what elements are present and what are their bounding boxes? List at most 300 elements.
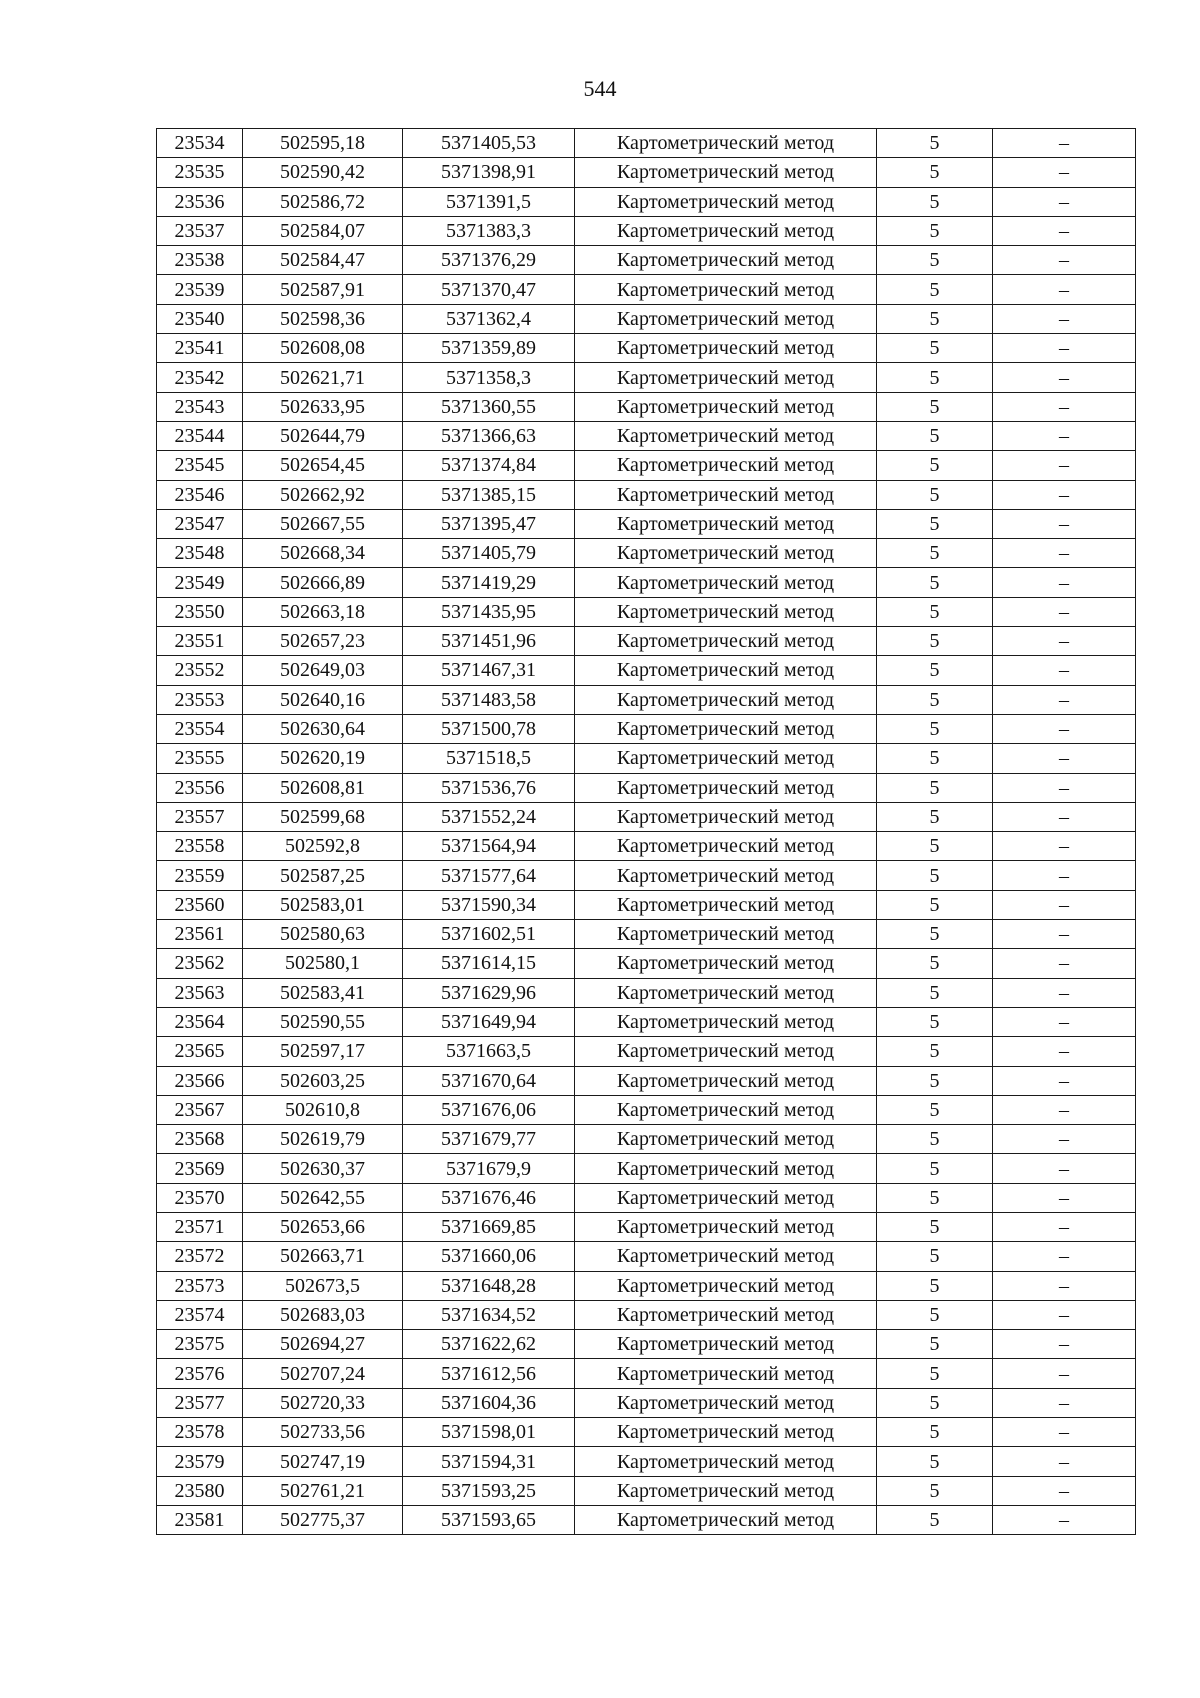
cell-y-coordinate: 5371594,31 xyxy=(403,1447,575,1476)
table-row xyxy=(157,480,1136,509)
table-row xyxy=(157,1212,1136,1241)
table-row xyxy=(157,1183,1136,1212)
table-row xyxy=(157,714,1136,743)
cell-accuracy: 5 xyxy=(877,1125,993,1154)
cell-x-coordinate: 502619,79 xyxy=(243,1125,403,1154)
cell-note: – xyxy=(993,334,1136,363)
cell-x-coordinate: 502621,71 xyxy=(243,363,403,392)
cell-x-coordinate: 502590,55 xyxy=(243,1007,403,1036)
cell-y-coordinate: 5371648,28 xyxy=(403,1271,575,1300)
cell-accuracy: 5 xyxy=(877,802,993,831)
table-row xyxy=(157,363,1136,392)
cell-note: – xyxy=(993,597,1136,626)
table-row xyxy=(157,1505,1136,1534)
cell-y-coordinate: 5371629,96 xyxy=(403,978,575,1007)
cell-note: – xyxy=(993,890,1136,919)
cell-method: Картометрический метод xyxy=(575,1447,877,1476)
cell-note: – xyxy=(993,744,1136,773)
cell-y-coordinate: 5371634,52 xyxy=(403,1300,575,1329)
cell-point-number: 23538 xyxy=(157,246,243,275)
cell-accuracy: 5 xyxy=(877,1505,993,1534)
cell-x-coordinate: 502630,37 xyxy=(243,1154,403,1183)
cell-accuracy: 5 xyxy=(877,1154,993,1183)
cell-y-coordinate: 5371590,34 xyxy=(403,890,575,919)
cell-x-coordinate: 502694,27 xyxy=(243,1330,403,1359)
cell-point-number: 23562 xyxy=(157,949,243,978)
cell-note: – xyxy=(993,392,1136,421)
cell-y-coordinate: 5371405,79 xyxy=(403,539,575,568)
cell-x-coordinate: 502597,17 xyxy=(243,1037,403,1066)
cell-point-number: 23556 xyxy=(157,773,243,802)
cell-accuracy: 5 xyxy=(877,246,993,275)
cell-method: Картометрический метод xyxy=(575,627,877,656)
cell-point-number: 23537 xyxy=(157,216,243,245)
cell-point-number: 23575 xyxy=(157,1330,243,1359)
cell-x-coordinate: 502595,18 xyxy=(243,129,403,158)
cell-note: – xyxy=(993,1271,1136,1300)
cell-point-number: 23570 xyxy=(157,1183,243,1212)
table-row xyxy=(157,334,1136,363)
cell-method: Картометрический метод xyxy=(575,1154,877,1183)
cell-point-number: 23569 xyxy=(157,1154,243,1183)
cell-note: – xyxy=(993,187,1136,216)
cell-note: – xyxy=(993,1300,1136,1329)
cell-y-coordinate: 5371670,64 xyxy=(403,1066,575,1095)
cell-point-number: 23540 xyxy=(157,304,243,333)
cell-accuracy: 5 xyxy=(877,158,993,187)
cell-method: Картометрический метод xyxy=(575,1183,877,1212)
cell-point-number: 23551 xyxy=(157,627,243,656)
table-row xyxy=(157,656,1136,685)
cell-note: – xyxy=(993,480,1136,509)
cell-method: Картометрический метод xyxy=(575,1359,877,1388)
cell-point-number: 23558 xyxy=(157,832,243,861)
cell-point-number: 23576 xyxy=(157,1359,243,1388)
table-row xyxy=(157,1300,1136,1329)
cell-note: – xyxy=(993,1037,1136,1066)
cell-method: Картометрический метод xyxy=(575,568,877,597)
cell-method: Картометрический метод xyxy=(575,1095,877,1124)
cell-method: Картометрический метод xyxy=(575,275,877,304)
cell-y-coordinate: 5371362,4 xyxy=(403,304,575,333)
cell-y-coordinate: 5371360,55 xyxy=(403,392,575,421)
table-row xyxy=(157,158,1136,187)
cell-y-coordinate: 5371593,25 xyxy=(403,1476,575,1505)
cell-accuracy: 5 xyxy=(877,392,993,421)
cell-accuracy: 5 xyxy=(877,480,993,509)
cell-note: – xyxy=(993,1418,1136,1447)
cell-point-number: 23535 xyxy=(157,158,243,187)
cell-method: Картометрический метод xyxy=(575,597,877,626)
table-row xyxy=(157,890,1136,919)
cell-x-coordinate: 502590,42 xyxy=(243,158,403,187)
cell-y-coordinate: 5371669,85 xyxy=(403,1212,575,1241)
cell-method: Картометрический метод xyxy=(575,861,877,890)
cell-point-number: 23555 xyxy=(157,744,243,773)
cell-note: – xyxy=(993,1125,1136,1154)
cell-point-number: 23581 xyxy=(157,1505,243,1534)
cell-method: Картометрический метод xyxy=(575,1271,877,1300)
cell-accuracy: 5 xyxy=(877,1271,993,1300)
cell-note: – xyxy=(993,1066,1136,1095)
table-row xyxy=(157,187,1136,216)
cell-y-coordinate: 5371663,5 xyxy=(403,1037,575,1066)
cell-y-coordinate: 5371679,9 xyxy=(403,1154,575,1183)
cell-note: – xyxy=(993,714,1136,743)
cell-y-coordinate: 5371467,31 xyxy=(403,656,575,685)
cell-x-coordinate: 502657,23 xyxy=(243,627,403,656)
cell-accuracy: 5 xyxy=(877,920,993,949)
cell-method: Картометрический метод xyxy=(575,421,877,450)
cell-note: – xyxy=(993,509,1136,538)
cell-accuracy: 5 xyxy=(877,832,993,861)
cell-method: Картометрический метод xyxy=(575,129,877,158)
cell-accuracy: 5 xyxy=(877,363,993,392)
cell-x-coordinate: 502649,03 xyxy=(243,656,403,685)
cell-x-coordinate: 502663,71 xyxy=(243,1242,403,1271)
cell-accuracy: 5 xyxy=(877,656,993,685)
cell-y-coordinate: 5371483,58 xyxy=(403,685,575,714)
cell-method: Картометрический метод xyxy=(575,451,877,480)
cell-point-number: 23550 xyxy=(157,597,243,626)
cell-accuracy: 5 xyxy=(877,187,993,216)
cell-note: – xyxy=(993,304,1136,333)
cell-x-coordinate: 502603,25 xyxy=(243,1066,403,1095)
table-row xyxy=(157,1359,1136,1388)
cell-accuracy: 5 xyxy=(877,1007,993,1036)
cell-method: Картометрический метод xyxy=(575,656,877,685)
cell-method: Картометрический метод xyxy=(575,1212,877,1241)
cell-y-coordinate: 5371358,3 xyxy=(403,363,575,392)
cell-y-coordinate: 5371435,95 xyxy=(403,597,575,626)
cell-accuracy: 5 xyxy=(877,129,993,158)
cell-y-coordinate: 5371398,91 xyxy=(403,158,575,187)
table-row xyxy=(157,1447,1136,1476)
cell-accuracy: 5 xyxy=(877,1359,993,1388)
cell-y-coordinate: 5371564,94 xyxy=(403,832,575,861)
table-row xyxy=(157,978,1136,1007)
cell-y-coordinate: 5371391,5 xyxy=(403,187,575,216)
cell-y-coordinate: 5371383,3 xyxy=(403,216,575,245)
cell-point-number: 23543 xyxy=(157,392,243,421)
cell-y-coordinate: 5371376,29 xyxy=(403,246,575,275)
cell-accuracy: 5 xyxy=(877,861,993,890)
table-row xyxy=(157,129,1136,158)
cell-method: Картометрический метод xyxy=(575,744,877,773)
cell-point-number: 23571 xyxy=(157,1212,243,1241)
cell-method: Картометрический метод xyxy=(575,392,877,421)
cell-method: Картометрический метод xyxy=(575,480,877,509)
cell-accuracy: 5 xyxy=(877,685,993,714)
cell-accuracy: 5 xyxy=(877,539,993,568)
table-row xyxy=(157,246,1136,275)
table-row xyxy=(157,685,1136,714)
table-row xyxy=(157,451,1136,480)
table-row xyxy=(157,920,1136,949)
cell-x-coordinate: 502580,1 xyxy=(243,949,403,978)
cell-point-number: 23541 xyxy=(157,334,243,363)
cell-method: Картометрический метод xyxy=(575,949,877,978)
table-row xyxy=(157,1066,1136,1095)
cell-method: Картометрический метод xyxy=(575,509,877,538)
cell-x-coordinate: 502663,18 xyxy=(243,597,403,626)
table-row xyxy=(157,773,1136,802)
cell-x-coordinate: 502608,81 xyxy=(243,773,403,802)
table-row xyxy=(157,1007,1136,1036)
cell-x-coordinate: 502598,36 xyxy=(243,304,403,333)
cell-note: – xyxy=(993,949,1136,978)
cell-accuracy: 5 xyxy=(877,1095,993,1124)
coordinates-table-body xyxy=(157,129,1136,1535)
cell-x-coordinate: 502733,56 xyxy=(243,1418,403,1447)
cell-accuracy: 5 xyxy=(877,216,993,245)
cell-accuracy: 5 xyxy=(877,597,993,626)
cell-point-number: 23574 xyxy=(157,1300,243,1329)
cell-point-number: 23547 xyxy=(157,509,243,538)
cell-y-coordinate: 5371612,56 xyxy=(403,1359,575,1388)
table-row xyxy=(157,1271,1136,1300)
table-row xyxy=(157,1154,1136,1183)
cell-x-coordinate: 502592,8 xyxy=(243,832,403,861)
cell-y-coordinate: 5371622,62 xyxy=(403,1330,575,1359)
table-row xyxy=(157,802,1136,831)
cell-point-number: 23542 xyxy=(157,363,243,392)
cell-method: Картометрический метод xyxy=(575,685,877,714)
cell-method: Картометрический метод xyxy=(575,1330,877,1359)
cell-note: – xyxy=(993,158,1136,187)
cell-note: – xyxy=(993,1330,1136,1359)
table-row xyxy=(157,832,1136,861)
cell-y-coordinate: 5371552,24 xyxy=(403,802,575,831)
cell-accuracy: 5 xyxy=(877,714,993,743)
cell-y-coordinate: 5371536,76 xyxy=(403,773,575,802)
cell-y-coordinate: 5371405,53 xyxy=(403,129,575,158)
cell-x-coordinate: 502653,66 xyxy=(243,1212,403,1241)
cell-note: – xyxy=(993,1154,1136,1183)
cell-point-number: 23559 xyxy=(157,861,243,890)
cell-point-number: 23549 xyxy=(157,568,243,597)
cell-note: – xyxy=(993,1212,1136,1241)
cell-note: – xyxy=(993,246,1136,275)
cell-accuracy: 5 xyxy=(877,627,993,656)
cell-y-coordinate: 5371676,46 xyxy=(403,1183,575,1212)
cell-x-coordinate: 502707,24 xyxy=(243,1359,403,1388)
cell-x-coordinate: 502620,19 xyxy=(243,744,403,773)
cell-x-coordinate: 502633,95 xyxy=(243,392,403,421)
cell-y-coordinate: 5371598,01 xyxy=(403,1418,575,1447)
cell-note: – xyxy=(993,363,1136,392)
cell-point-number: 23545 xyxy=(157,451,243,480)
table-row xyxy=(157,597,1136,626)
cell-x-coordinate: 502587,91 xyxy=(243,275,403,304)
cell-method: Картометрический метод xyxy=(575,890,877,919)
cell-y-coordinate: 5371649,94 xyxy=(403,1007,575,1036)
cell-point-number: 23557 xyxy=(157,802,243,831)
cell-accuracy: 5 xyxy=(877,1476,993,1505)
cell-y-coordinate: 5371366,63 xyxy=(403,421,575,450)
table-row xyxy=(157,392,1136,421)
cell-method: Картометрический метод xyxy=(575,920,877,949)
cell-x-coordinate: 502667,55 xyxy=(243,509,403,538)
cell-method: Картометрический метод xyxy=(575,714,877,743)
table-row xyxy=(157,216,1136,245)
cell-note: – xyxy=(993,1476,1136,1505)
cell-x-coordinate: 502683,03 xyxy=(243,1300,403,1329)
cell-y-coordinate: 5371359,89 xyxy=(403,334,575,363)
table-row xyxy=(157,275,1136,304)
cell-method: Картометрический метод xyxy=(575,1037,877,1066)
cell-y-coordinate: 5371419,29 xyxy=(403,568,575,597)
cell-x-coordinate: 502584,07 xyxy=(243,216,403,245)
cell-accuracy: 5 xyxy=(877,568,993,597)
cell-point-number: 23573 xyxy=(157,1271,243,1300)
cell-method: Картометрический метод xyxy=(575,187,877,216)
cell-method: Картометрический метод xyxy=(575,363,877,392)
table-row xyxy=(157,1095,1136,1124)
cell-x-coordinate: 502610,8 xyxy=(243,1095,403,1124)
cell-method: Картометрический метод xyxy=(575,832,877,861)
table-row xyxy=(157,421,1136,450)
table-row xyxy=(157,861,1136,890)
table-row xyxy=(157,304,1136,333)
cell-accuracy: 5 xyxy=(877,773,993,802)
cell-y-coordinate: 5371602,51 xyxy=(403,920,575,949)
cell-x-coordinate: 502642,55 xyxy=(243,1183,403,1212)
cell-method: Картометрический метод xyxy=(575,802,877,831)
cell-x-coordinate: 502654,45 xyxy=(243,451,403,480)
cell-note: – xyxy=(993,568,1136,597)
cell-note: – xyxy=(993,920,1136,949)
cell-note: – xyxy=(993,861,1136,890)
cell-method: Картометрический метод xyxy=(575,1007,877,1036)
cell-point-number: 23548 xyxy=(157,539,243,568)
cell-x-coordinate: 502662,92 xyxy=(243,480,403,509)
cell-method: Картометрический метод xyxy=(575,773,877,802)
cell-note: – xyxy=(993,129,1136,158)
cell-point-number: 23544 xyxy=(157,421,243,450)
cell-note: – xyxy=(993,832,1136,861)
cell-note: – xyxy=(993,451,1136,480)
table-row xyxy=(157,1125,1136,1154)
cell-method: Картометрический метод xyxy=(575,158,877,187)
cell-accuracy: 5 xyxy=(877,1183,993,1212)
cell-accuracy: 5 xyxy=(877,334,993,363)
table-row xyxy=(157,744,1136,773)
cell-y-coordinate: 5371604,36 xyxy=(403,1388,575,1417)
cell-method: Картометрический метод xyxy=(575,304,877,333)
cell-accuracy: 5 xyxy=(877,1418,993,1447)
table-row xyxy=(157,949,1136,978)
cell-point-number: 23580 xyxy=(157,1476,243,1505)
cell-x-coordinate: 502599,68 xyxy=(243,802,403,831)
cell-method: Картометрический метод xyxy=(575,1066,877,1095)
cell-method: Картометрический метод xyxy=(575,1476,877,1505)
page-number: 544 xyxy=(583,76,617,101)
cell-point-number: 23566 xyxy=(157,1066,243,1095)
cell-y-coordinate: 5371395,47 xyxy=(403,509,575,538)
cell-point-number: 23579 xyxy=(157,1447,243,1476)
cell-note: – xyxy=(993,685,1136,714)
cell-y-coordinate: 5371374,84 xyxy=(403,451,575,480)
cell-note: – xyxy=(993,656,1136,685)
cell-point-number: 23565 xyxy=(157,1037,243,1066)
cell-method: Картометрический метод xyxy=(575,539,877,568)
table-row xyxy=(157,1418,1136,1447)
cell-method: Картометрический метод xyxy=(575,1300,877,1329)
cell-accuracy: 5 xyxy=(877,451,993,480)
cell-x-coordinate: 502580,63 xyxy=(243,920,403,949)
cell-accuracy: 5 xyxy=(877,509,993,538)
cell-note: – xyxy=(993,275,1136,304)
cell-note: – xyxy=(993,421,1136,450)
cell-y-coordinate: 5371370,47 xyxy=(403,275,575,304)
cell-note: – xyxy=(993,1095,1136,1124)
cell-x-coordinate: 502630,64 xyxy=(243,714,403,743)
cell-point-number: 23568 xyxy=(157,1125,243,1154)
cell-x-coordinate: 502583,01 xyxy=(243,890,403,919)
cell-x-coordinate: 502747,19 xyxy=(243,1447,403,1476)
cell-accuracy: 5 xyxy=(877,949,993,978)
cell-x-coordinate: 502583,41 xyxy=(243,978,403,1007)
cell-method: Картометрический метод xyxy=(575,1388,877,1417)
cell-point-number: 23560 xyxy=(157,890,243,919)
cell-note: – xyxy=(993,802,1136,831)
cell-note: – xyxy=(993,1183,1136,1212)
cell-method: Картометрический метод xyxy=(575,1125,877,1154)
cell-accuracy: 5 xyxy=(877,275,993,304)
cell-accuracy: 5 xyxy=(877,421,993,450)
cell-note: – xyxy=(993,1505,1136,1534)
cell-method: Картометрический метод xyxy=(575,334,877,363)
cell-accuracy: 5 xyxy=(877,1388,993,1417)
cell-method: Картометрический метод xyxy=(575,978,877,1007)
cell-note: – xyxy=(993,978,1136,1007)
cell-y-coordinate: 5371679,77 xyxy=(403,1125,575,1154)
table-row xyxy=(157,1330,1136,1359)
cell-accuracy: 5 xyxy=(877,1300,993,1329)
cell-accuracy: 5 xyxy=(877,1066,993,1095)
cell-accuracy: 5 xyxy=(877,890,993,919)
cell-y-coordinate: 5371660,06 xyxy=(403,1242,575,1271)
cell-x-coordinate: 502587,25 xyxy=(243,861,403,890)
table-row xyxy=(157,568,1136,597)
cell-x-coordinate: 502720,33 xyxy=(243,1388,403,1417)
cell-accuracy: 5 xyxy=(877,1447,993,1476)
cell-x-coordinate: 502608,08 xyxy=(243,334,403,363)
cell-y-coordinate: 5371577,64 xyxy=(403,861,575,890)
cell-note: – xyxy=(993,1359,1136,1388)
cell-point-number: 23578 xyxy=(157,1418,243,1447)
cell-method: Картометрический метод xyxy=(575,1505,877,1534)
cell-note: – xyxy=(993,1242,1136,1271)
cell-note: – xyxy=(993,216,1136,245)
coordinates-table xyxy=(156,128,1136,1535)
cell-point-number: 23561 xyxy=(157,920,243,949)
cell-y-coordinate: 5371614,15 xyxy=(403,949,575,978)
table-row xyxy=(157,1388,1136,1417)
cell-x-coordinate: 502584,47 xyxy=(243,246,403,275)
cell-note: – xyxy=(993,1447,1136,1476)
cell-accuracy: 5 xyxy=(877,744,993,773)
cell-point-number: 23563 xyxy=(157,978,243,1007)
cell-x-coordinate: 502640,16 xyxy=(243,685,403,714)
cell-y-coordinate: 5371518,5 xyxy=(403,744,575,773)
cell-note: – xyxy=(993,539,1136,568)
cell-method: Картометрический метод xyxy=(575,1418,877,1447)
cell-y-coordinate: 5371593,65 xyxy=(403,1505,575,1534)
cell-point-number: 23564 xyxy=(157,1007,243,1036)
cell-accuracy: 5 xyxy=(877,1212,993,1241)
